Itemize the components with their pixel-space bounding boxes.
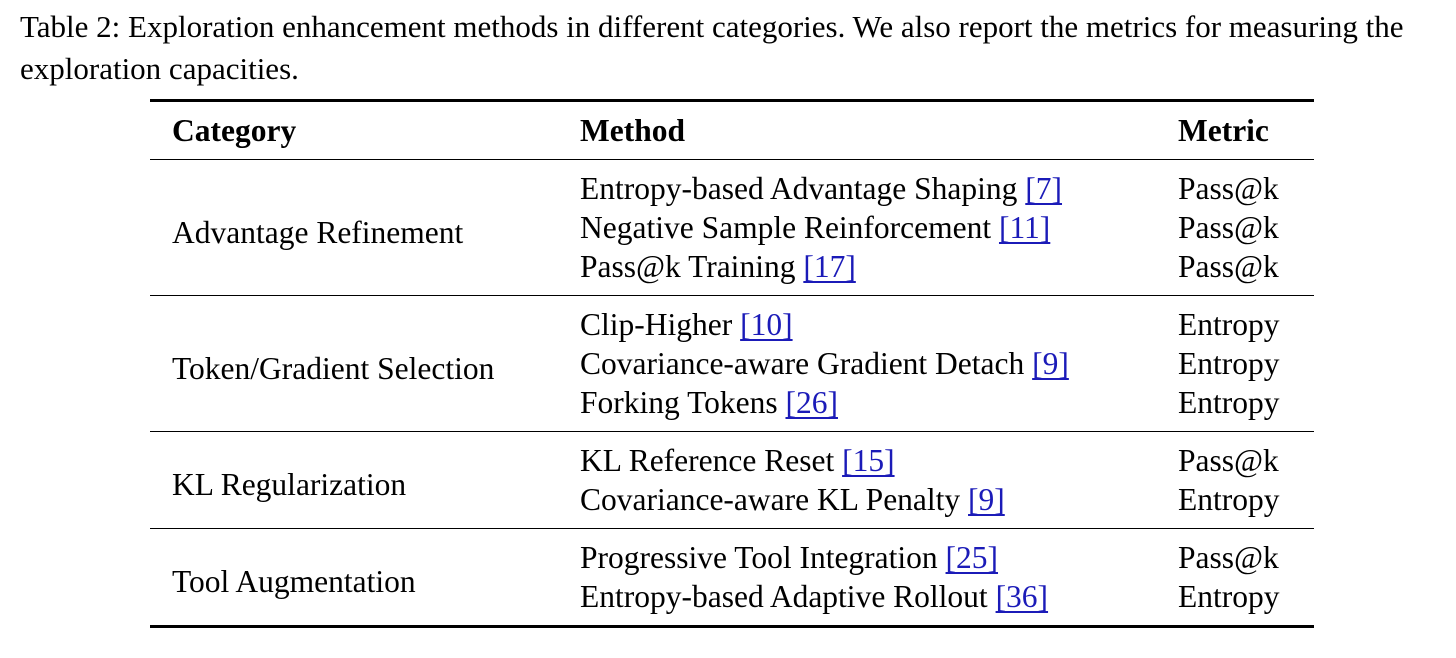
category-cell: Tool Augmentation: [172, 564, 416, 599]
citation-link[interactable]: [10]: [740, 307, 793, 342]
citation-link[interactable]: [25]: [945, 540, 999, 575]
table-row: [150, 529, 1314, 578]
citation-link[interactable]: [11]: [998, 210, 1051, 245]
metric-cell: Entropy: [1178, 307, 1280, 342]
method-cell: [580, 383, 1178, 432]
exploration-methods-table: [150, 99, 1314, 628]
method-cell: [580, 344, 1178, 383]
method-cell: [580, 529, 1178, 578]
method-cell: [580, 432, 1178, 481]
method-name: Entropy-based Adaptive Rollout: [580, 579, 988, 614]
metric-cell: Entropy: [1178, 346, 1280, 381]
method-name: Forking Tokens: [580, 385, 778, 420]
method-name: Covariance-aware Gradient Detach: [580, 346, 1025, 381]
metric-cell: Entropy: [1178, 579, 1280, 614]
exploration-methods-table-wrapper: [150, 99, 1314, 628]
table-row: [150, 296, 1314, 345]
header-row: [150, 101, 1314, 160]
method-name: Clip-Higher: [580, 307, 733, 342]
metric-cell: Pass@k: [1178, 249, 1279, 284]
method-cell: [580, 208, 1178, 247]
group-tool-augmentation: [150, 529, 1314, 627]
header-method: Method: [580, 112, 685, 148]
method-cell: [580, 480, 1178, 529]
metric-cell: Pass@k: [1178, 171, 1279, 206]
citation-link[interactable]: [9]: [968, 482, 1005, 517]
metric-cell: Pass@k: [1178, 540, 1279, 575]
metric-cell: Pass@k: [1178, 210, 1279, 245]
group-advantage-refinement: [150, 160, 1314, 296]
metric-cell: Entropy: [1178, 385, 1280, 420]
method-name: Entropy-based Advantage Shaping: [580, 171, 1018, 206]
metric-cell: Entropy: [1178, 482, 1280, 517]
citation-link[interactable]: [7]: [1025, 171, 1063, 206]
table-caption: Table 2: Exploration enhancement methods in different categories. We also report the metrics for measuring the exploration capacities.: [20, 9, 1404, 86]
header-category: Category: [172, 112, 297, 148]
method-cell: [580, 296, 1178, 345]
citation-link[interactable]: [36]: [995, 579, 1049, 614]
method-cell: [580, 577, 1178, 627]
table-row: [150, 160, 1314, 209]
citation-link[interactable]: [9]: [1032, 346, 1069, 381]
citation-link[interactable]: [15]: [842, 443, 895, 478]
method-name: Pass@k Training: [580, 249, 796, 284]
table-header: [150, 101, 1314, 160]
table-row: [150, 432, 1314, 481]
method-name: KL Reference Reset: [580, 443, 835, 478]
citation-link[interactable]: [26]: [785, 385, 838, 420]
metric-cell: Pass@k: [1178, 443, 1279, 478]
citation-link[interactable]: [17]: [803, 249, 856, 284]
category-cell: Token/Gradient Selection: [172, 350, 495, 386]
method-name: Negative Sample Reinforcement: [580, 210, 992, 245]
group-token-gradient-selection: [150, 296, 1314, 432]
group-kl-regularization: [150, 432, 1314, 529]
category-cell: Advantage Refinement: [172, 214, 464, 250]
method-name: Covariance-aware KL Penalty: [580, 482, 961, 517]
method-cell: [580, 247, 1178, 296]
method-name: Progressive Tool Integration: [580, 540, 938, 575]
header-metric: Metric: [1178, 112, 1269, 148]
category-cell: KL Regularization: [172, 467, 407, 502]
method-cell: [580, 160, 1178, 209]
